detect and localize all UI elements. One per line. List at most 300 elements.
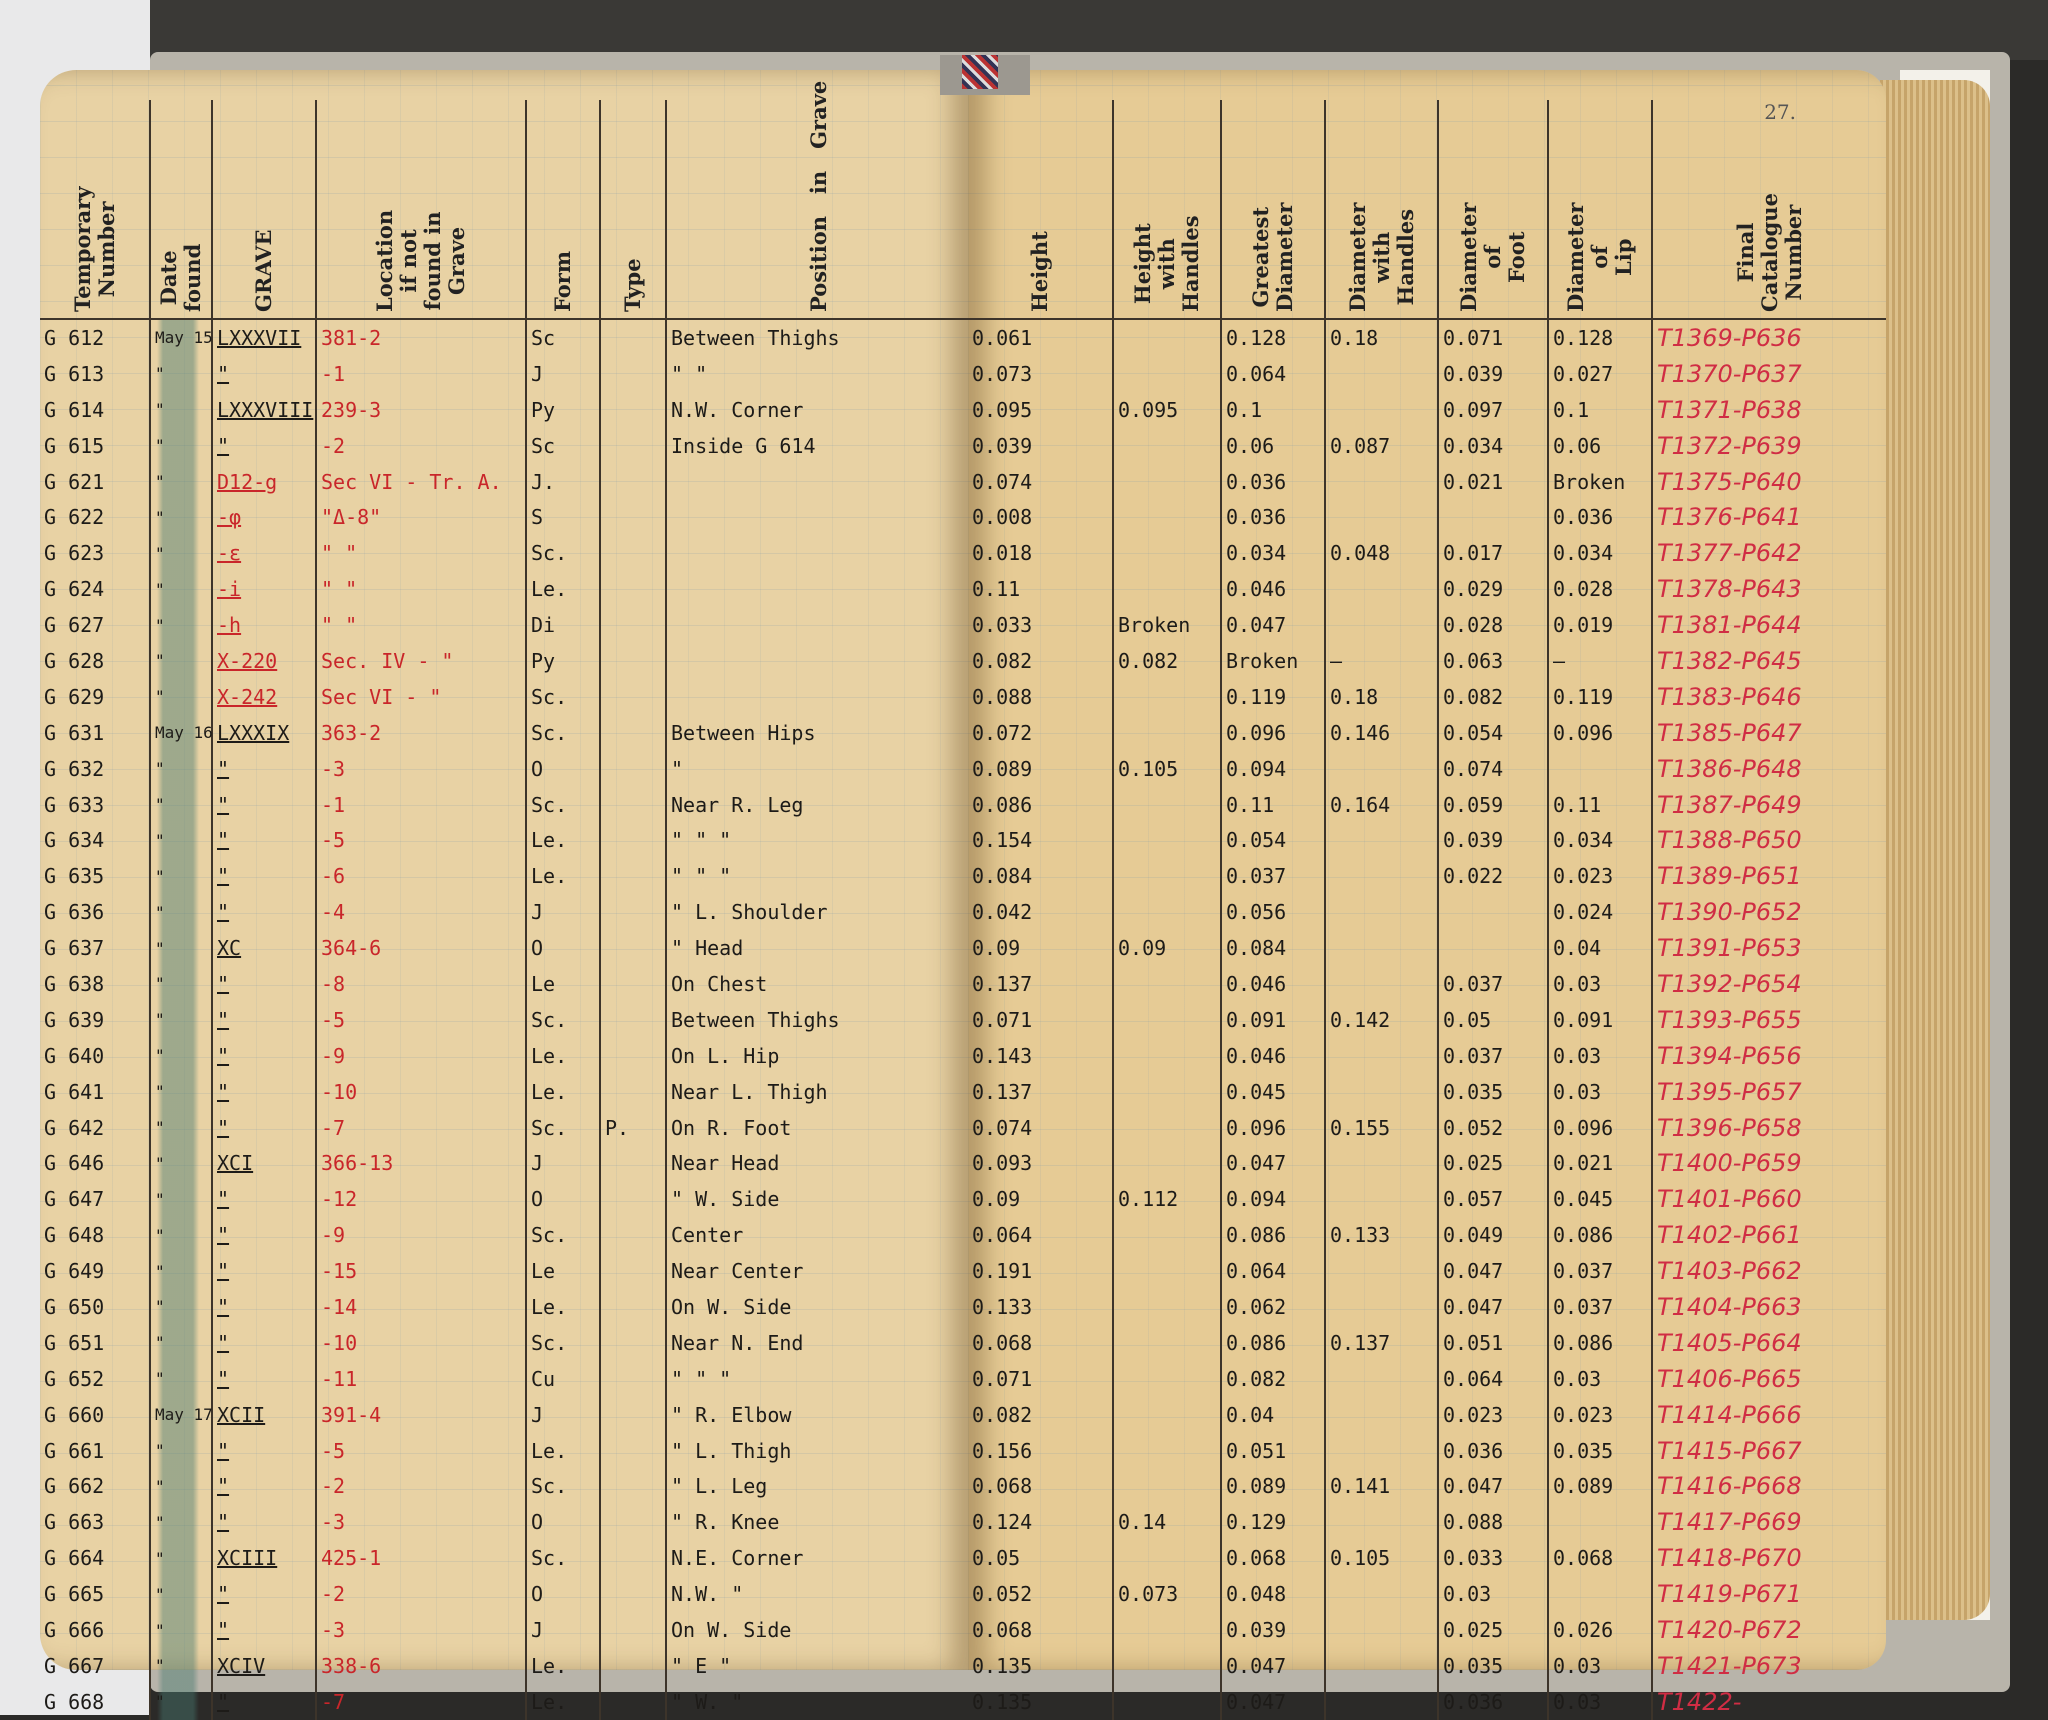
right-row	[968, 1504, 1886, 1540]
cell-df: 0.047	[1438, 1253, 1548, 1289]
cell-df	[1438, 499, 1548, 535]
cell-df: 0.082	[1438, 679, 1548, 715]
cell-dh	[1325, 571, 1438, 607]
cell-num: G 634	[40, 822, 150, 858]
cell-form: Sc.	[526, 1217, 600, 1253]
column-header-label: Temporary Number	[69, 186, 119, 312]
cell-h: 0.039	[968, 428, 1113, 464]
cell-type	[600, 1361, 666, 1397]
cell-date: "	[150, 966, 212, 1002]
cell-pos: Center	[671, 1223, 744, 1248]
cell-dh: 0.141	[1325, 1469, 1438, 1505]
cell-hh: 0.073	[1113, 1576, 1221, 1612]
cell-loc: -10	[316, 1074, 526, 1110]
cell-grave: LXXXVII	[212, 319, 316, 356]
cell-form: O	[526, 751, 600, 787]
cell-h: 0.09	[968, 1181, 1113, 1217]
cell-gd: 0.089	[1221, 1469, 1325, 1505]
cell-h: 0.018	[968, 535, 1113, 571]
cell-num: G 614	[40, 392, 150, 428]
left-row	[40, 356, 970, 392]
right-row	[968, 858, 1886, 894]
cell-dl: 0.019	[1548, 607, 1652, 643]
right-row	[968, 392, 1886, 428]
cell-gd: 0.037	[1221, 858, 1325, 894]
left-row	[40, 1289, 970, 1325]
cell-type	[600, 571, 666, 607]
cell-pos: " W. Side	[671, 1187, 780, 1212]
cell-type	[600, 643, 666, 679]
cell-gd: 0.047	[1221, 607, 1325, 643]
cell-num: G 661	[40, 1433, 150, 1469]
cell-date: "	[150, 894, 212, 930]
column-header	[1438, 100, 1548, 319]
cell-dl: 0.04	[1548, 930, 1652, 966]
cell-cat: T1371-P638	[1657, 395, 1802, 424]
cell-h: 0.084	[968, 858, 1113, 894]
cell-loc: -8	[316, 966, 526, 1002]
cell-num: G 622	[40, 499, 150, 535]
cell-dl: 0.06	[1548, 428, 1652, 464]
cell-grave: "	[212, 1576, 316, 1612]
cell-type	[600, 1397, 666, 1433]
cell-form: O	[526, 1181, 600, 1217]
cell-pos: Between Thighs	[671, 325, 840, 350]
cell-grave: D12-g	[212, 464, 316, 500]
cell-cat: T1401-P660	[1657, 1185, 1802, 1214]
cell-dl: 0.03	[1548, 1361, 1652, 1397]
cell-dh	[1325, 1397, 1438, 1433]
cell-type	[600, 1253, 666, 1289]
cell-gd: 0.048	[1221, 1576, 1325, 1612]
cell-loc: -6	[316, 858, 526, 894]
cell-dl: 0.1	[1548, 392, 1652, 428]
cell-pos: On W. Side	[671, 1618, 792, 1642]
cell-grave: "	[212, 428, 316, 464]
cell-date: May 16	[150, 715, 212, 751]
cell-grave: LXXXVIII	[212, 392, 316, 428]
cell-dh	[1325, 858, 1438, 894]
page-number: 27.	[1764, 100, 1796, 124]
cell-hh	[1113, 1469, 1221, 1505]
cell-hh	[1113, 1289, 1221, 1325]
cell-type	[600, 356, 666, 392]
cell-dh	[1325, 499, 1438, 535]
right-row	[968, 679, 1886, 715]
cell-pos: " Head	[671, 936, 744, 961]
right-row	[968, 464, 1886, 500]
cell-grave: "	[212, 1325, 316, 1361]
cell-cat: T1369-P636	[1657, 323, 1802, 352]
cell-dh: 0.048	[1325, 535, 1438, 571]
cell-loc: 381-2	[316, 319, 526, 356]
cell-dl: 0.021	[1548, 1145, 1652, 1181]
left-row	[40, 1145, 970, 1181]
cell-df: 0.037	[1438, 966, 1548, 1002]
cell-gd: 0.094	[1221, 751, 1325, 787]
cell-dl: 0.037	[1548, 1253, 1652, 1289]
cell-df: 0.037	[1438, 1038, 1548, 1074]
cell-h: 0.082	[968, 1397, 1113, 1433]
cell-date: "	[150, 1469, 212, 1505]
cell-df: 0.023	[1438, 1397, 1548, 1433]
cell-df: 0.028	[1438, 607, 1548, 643]
column-header-label: Final Catalogue Number	[1732, 193, 1806, 312]
cell-loc: -2	[316, 428, 526, 464]
right-row	[968, 571, 1886, 607]
cell-form: Sc.	[526, 1469, 600, 1505]
cell-num: G 662	[40, 1469, 150, 1505]
cell-gd: 0.036	[1221, 464, 1325, 500]
cell-type	[600, 535, 666, 571]
cell-hh	[1113, 1361, 1221, 1397]
cell-num: G 664	[40, 1540, 150, 1576]
left-row	[40, 643, 970, 679]
cell-num: G 615	[40, 428, 150, 464]
right-row	[968, 319, 1886, 356]
cell-pos: " E "	[671, 1653, 732, 1678]
cell-df: 0.029	[1438, 571, 1548, 607]
cell-type	[600, 858, 666, 894]
cell-gd: 0.064	[1221, 1253, 1325, 1289]
cell-gd: 0.128	[1221, 319, 1325, 356]
cell-form: Le.	[526, 1038, 600, 1074]
cell-h: 0.09	[968, 930, 1113, 966]
cell-type: P.	[600, 1110, 666, 1146]
cell-grave: XCII	[212, 1397, 316, 1433]
cell-cat: T1416-P668	[1657, 1472, 1802, 1501]
left-row	[40, 1684, 970, 1720]
column-header	[150, 100, 212, 319]
cell-grave: "	[212, 1684, 316, 1720]
cell-form: O	[526, 1504, 600, 1540]
cell-loc: -5	[316, 1433, 526, 1469]
cell-num: G 650	[40, 1289, 150, 1325]
cell-num: G 621	[40, 464, 150, 500]
left-row	[40, 1648, 970, 1684]
left-row	[40, 1397, 970, 1433]
cell-dh	[1325, 392, 1438, 428]
cell-gd: 0.119	[1221, 679, 1325, 715]
cell-num: G 629	[40, 679, 150, 715]
cell-cat: T1396-P658	[1657, 1113, 1802, 1142]
cell-hh: 0.112	[1113, 1181, 1221, 1217]
right-row	[968, 1540, 1886, 1576]
cell-form: Le.	[526, 1074, 600, 1110]
cell-num: G 652	[40, 1361, 150, 1397]
right-row	[968, 1145, 1886, 1181]
cell-cat: T1389-P651	[1657, 862, 1802, 891]
cell-h: 0.137	[968, 1074, 1113, 1110]
cell-date: "	[150, 1181, 212, 1217]
column-header	[1548, 100, 1652, 319]
cell-grave: X-242	[212, 679, 316, 715]
cell-dh	[1325, 1361, 1438, 1397]
cell-type	[600, 499, 666, 535]
cell-type	[600, 679, 666, 715]
cell-dh: 0.142	[1325, 1002, 1438, 1038]
cell-dh	[1325, 1684, 1438, 1720]
cell-date: "	[150, 571, 212, 607]
cell-form: Le.	[526, 858, 600, 894]
right-row	[968, 643, 1886, 679]
cell-hh	[1113, 319, 1221, 356]
cell-form: J.	[526, 464, 600, 500]
cell-date: "	[150, 464, 212, 500]
cell-cat: T1375-P640	[1657, 467, 1802, 496]
cell-h: 0.143	[968, 1038, 1113, 1074]
cell-dl: 0.023	[1548, 1397, 1652, 1433]
cell-num: G 646	[40, 1145, 150, 1181]
cell-dh	[1325, 1253, 1438, 1289]
cell-dh	[1325, 1181, 1438, 1217]
cell-loc: Sec. IV - "	[316, 643, 526, 679]
cell-pos: On R. Foot	[671, 1115, 792, 1140]
cell-dh	[1325, 822, 1438, 858]
cell-h: 0.133	[968, 1289, 1113, 1325]
cell-loc: -14	[316, 1289, 526, 1325]
cell-grave: "	[212, 1038, 316, 1074]
cell-hh	[1113, 1145, 1221, 1181]
cell-grave: "	[212, 822, 316, 858]
cell-pos: " L. Shoulder	[671, 900, 828, 925]
cell-date: "	[150, 1110, 212, 1146]
cell-gd: 0.082	[1221, 1361, 1325, 1397]
cell-type	[600, 715, 666, 751]
cell-h: 0.068	[968, 1469, 1113, 1505]
cell-grave: "	[212, 1469, 316, 1505]
cell-h: 0.068	[968, 1325, 1113, 1361]
right-row	[968, 1289, 1886, 1325]
left-row	[40, 858, 970, 894]
cell-gd: 0.086	[1221, 1217, 1325, 1253]
cell-type	[600, 1612, 666, 1648]
cell-gd: 0.096	[1221, 1110, 1325, 1146]
cell-num: G 628	[40, 643, 150, 679]
cell-cat: T1394-P656	[1657, 1041, 1802, 1070]
cell-num: G 638	[40, 966, 150, 1002]
cell-form: Sc	[526, 319, 600, 356]
cell-df: 0.059	[1438, 787, 1548, 823]
cell-num: G 632	[40, 751, 150, 787]
left-row	[40, 1038, 970, 1074]
cell-type	[600, 319, 666, 356]
cell-dh	[1325, 1145, 1438, 1181]
cell-h: 0.072	[968, 715, 1113, 751]
cell-grave: XC	[212, 930, 316, 966]
cell-form: Le.	[526, 1648, 600, 1684]
cell-gd: 0.056	[1221, 894, 1325, 930]
right-row	[968, 751, 1886, 787]
cell-loc: -2	[316, 1469, 526, 1505]
cell-form: O	[526, 930, 600, 966]
column-header-label: Position in Grave	[805, 80, 831, 312]
cell-cat: T1403-P662	[1657, 1257, 1802, 1286]
cell-type	[600, 751, 666, 787]
cell-dh	[1325, 1648, 1438, 1684]
cell-hh: Broken	[1113, 607, 1221, 643]
cell-date: "	[150, 1289, 212, 1325]
right-row	[968, 894, 1886, 930]
cell-gd: 0.06	[1221, 428, 1325, 464]
cell-loc: 363-2	[316, 715, 526, 751]
cell-type	[600, 822, 666, 858]
left-row	[40, 1325, 970, 1361]
right-row	[968, 1612, 1886, 1648]
cell-cat: T1392-P654	[1657, 969, 1802, 998]
left-row	[40, 1074, 970, 1110]
cell-dl: 0.034	[1548, 535, 1652, 571]
cell-type	[600, 1325, 666, 1361]
right-row	[968, 1002, 1886, 1038]
cell-pos	[666, 535, 970, 571]
cell-grave: "	[212, 1253, 316, 1289]
cell-hh	[1113, 1002, 1221, 1038]
cell-form: Sc.	[526, 535, 600, 571]
cell-gd: 0.096	[1221, 715, 1325, 751]
cell-df: 0.033	[1438, 1540, 1548, 1576]
cell-dl: 0.03	[1548, 1074, 1652, 1110]
cell-h: 0.11	[968, 571, 1113, 607]
cell-df: 0.05	[1438, 1002, 1548, 1038]
cell-loc: -1	[316, 787, 526, 823]
cell-pos	[666, 643, 970, 679]
left-row	[40, 751, 970, 787]
cell-grave: "	[212, 787, 316, 823]
cell-h: 0.089	[968, 751, 1113, 787]
cell-grave: "	[212, 1074, 316, 1110]
right-row	[968, 1361, 1886, 1397]
cell-dl: 0.026	[1548, 1612, 1652, 1648]
cell-h: 0.073	[968, 356, 1113, 392]
left-row	[40, 715, 970, 751]
cell-hh	[1113, 966, 1221, 1002]
cell-dh: —	[1325, 643, 1438, 679]
cell-df	[1438, 930, 1548, 966]
right-row	[968, 930, 1886, 966]
cell-loc: -9	[316, 1217, 526, 1253]
cell-hh	[1113, 1612, 1221, 1648]
cell-h: 0.095	[968, 392, 1113, 428]
cell-form: Sc.	[526, 1540, 600, 1576]
cell-type	[600, 428, 666, 464]
cell-num: G 641	[40, 1074, 150, 1110]
column-header	[1652, 100, 1886, 319]
column-header-label: Date found	[156, 243, 205, 312]
cell-pos: Between Thighs	[671, 1007, 840, 1032]
cell-df: 0.047	[1438, 1469, 1548, 1505]
cell-dh	[1325, 966, 1438, 1002]
cell-num: G 647	[40, 1181, 150, 1217]
cell-date: "	[150, 822, 212, 858]
cell-loc: -3	[316, 751, 526, 787]
cell-grave: "	[212, 1110, 316, 1146]
left-row	[40, 894, 970, 930]
cell-df: 0.052	[1438, 1110, 1548, 1146]
cell-dl: 0.024	[1548, 894, 1652, 930]
cell-pos: Near N. End	[671, 1330, 804, 1355]
cell-grave: "	[212, 1181, 316, 1217]
cell-gd: 0.054	[1221, 822, 1325, 858]
cell-dh	[1325, 1433, 1438, 1469]
cell-dl: 0.091	[1548, 1002, 1652, 1038]
cell-loc: -2	[316, 1576, 526, 1612]
right-row	[968, 1433, 1886, 1469]
cell-dl	[1548, 1504, 1652, 1540]
cell-gd: 0.034	[1221, 535, 1325, 571]
cell-type	[600, 1433, 666, 1469]
cell-pos: N.W. "	[671, 1582, 744, 1607]
cell-date: "	[150, 1540, 212, 1576]
cell-hh	[1113, 858, 1221, 894]
cell-num: G 631	[40, 715, 150, 751]
cell-df	[1438, 894, 1548, 930]
cell-df: 0.057	[1438, 1181, 1548, 1217]
cell-hh	[1113, 1540, 1221, 1576]
cell-date: "	[150, 1504, 212, 1540]
cell-type	[600, 392, 666, 428]
column-header	[600, 100, 666, 319]
left-page	[40, 70, 970, 1714]
left-row	[40, 1612, 970, 1648]
cell-form: Sc	[526, 428, 600, 464]
cell-loc: " "	[316, 607, 526, 643]
cell-pos: " R. Knee	[671, 1510, 780, 1535]
cell-hh: 0.105	[1113, 751, 1221, 787]
cell-type	[600, 1074, 666, 1110]
cell-dl	[1548, 1576, 1652, 1612]
bookmark-ribbon	[962, 55, 998, 89]
cell-cat: T1377-P642	[1657, 539, 1802, 568]
cell-grave: "	[212, 1289, 316, 1325]
cell-hh	[1113, 1110, 1221, 1146]
cell-type	[600, 894, 666, 930]
cell-loc: -3	[316, 1504, 526, 1540]
left-row	[40, 1110, 970, 1146]
right-row	[968, 1074, 1886, 1110]
cell-num: G 668	[40, 1684, 150, 1720]
cell-num: G 666	[40, 1612, 150, 1648]
cell-loc: "Δ-8"	[316, 499, 526, 535]
cell-cat: T1400-P659	[1657, 1149, 1802, 1178]
cell-date: "	[150, 643, 212, 679]
cell-gd: 0.1	[1221, 392, 1325, 428]
cell-date: "	[150, 679, 212, 715]
cell-h: 0.05	[968, 1540, 1113, 1576]
cell-cat: T1417-P669	[1657, 1508, 1802, 1537]
cell-h: 0.068	[968, 1612, 1113, 1648]
column-header-label: Form	[550, 250, 575, 312]
cell-date: "	[150, 428, 212, 464]
cell-dl: 0.086	[1548, 1325, 1652, 1361]
cell-grave: "	[212, 1504, 316, 1540]
cell-cat: T1415-P667	[1657, 1436, 1802, 1465]
cell-cat: T1420-P672	[1657, 1616, 1802, 1644]
cell-df: 0.088	[1438, 1504, 1548, 1540]
left-row	[40, 930, 970, 966]
cell-type	[600, 1002, 666, 1038]
cell-dh: 0.137	[1325, 1325, 1438, 1361]
cell-form: S	[526, 499, 600, 535]
cell-dl: 0.023	[1548, 858, 1652, 894]
cell-cat: T1391-P653	[1657, 934, 1802, 963]
cell-dl: —	[1548, 643, 1652, 679]
cell-h: 0.137	[968, 966, 1113, 1002]
cell-cat: T1372-P639	[1657, 431, 1802, 460]
cell-hh	[1113, 679, 1221, 715]
cell-num: G 663	[40, 1504, 150, 1540]
cell-gd: 0.047	[1221, 1648, 1325, 1684]
